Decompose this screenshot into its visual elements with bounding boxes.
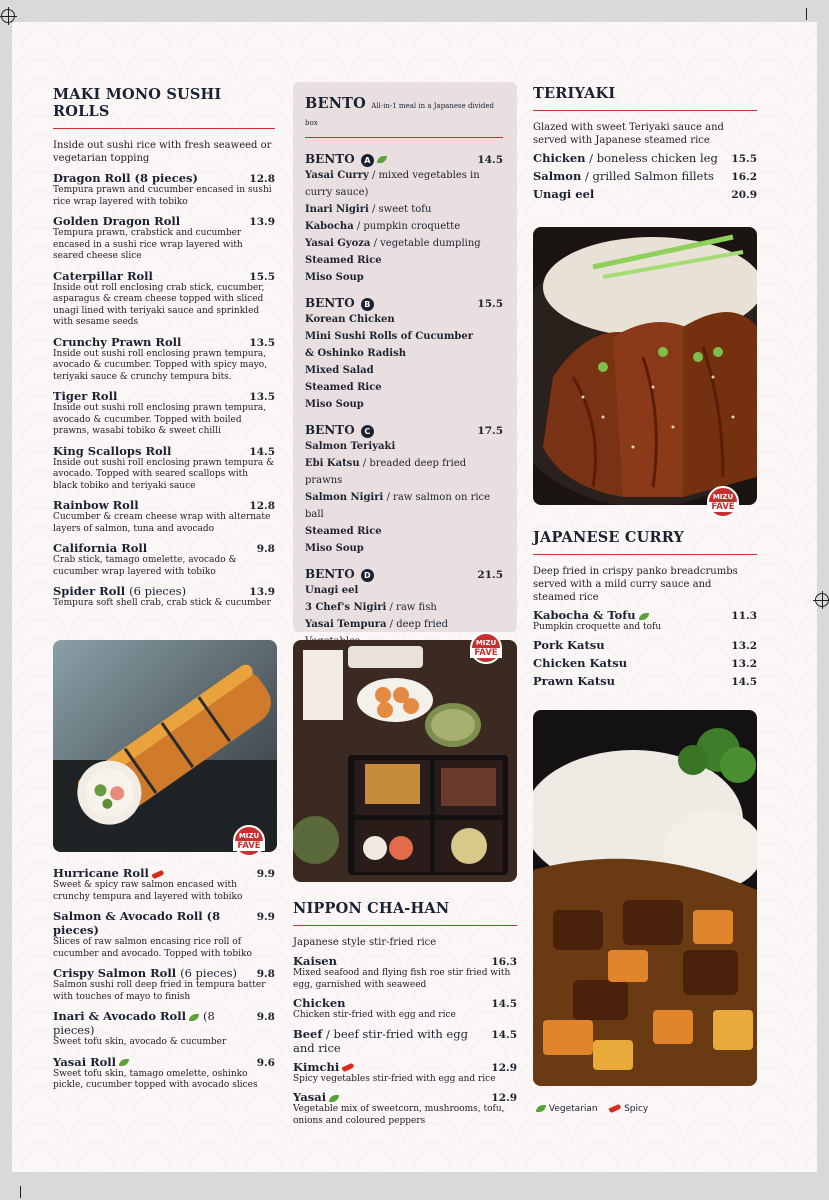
menu-item-description: Sweet & spicy raw salmon encased with crunchy tempura and layered with tobiko: [53, 880, 243, 902]
menu-item-description: Tempura prawn, crabstick and cucumber encased in a sushi rice wrap layered with seared cheese slice: [53, 228, 243, 261]
bento-set-line: Inari Nigiri / sweet tofu: [305, 204, 432, 215]
menu-item-row: [53, 171, 275, 185]
menu-item-name: Unagi eel: [533, 187, 595, 201]
section-title: TERIYAKI: [533, 85, 757, 111]
menu-item-row: [53, 1009, 275, 1037]
menu-item: [53, 866, 275, 903]
menu-item-row: [53, 909, 275, 937]
bento-set-line: Mini Sushi Rolls of Cucumber: [305, 331, 474, 342]
bento-line-note: / pumpkin croquette: [353, 221, 461, 232]
menu-item-price: 9.8: [256, 543, 275, 555]
bento-section: [305, 95, 503, 684]
menu-item-price: 13.9: [249, 216, 275, 228]
menu-item-row: [293, 1060, 517, 1074]
menu-item-portion: (6 pieces): [129, 584, 187, 598]
menu-item-row: [533, 638, 757, 652]
vegetarian-icon: [119, 1059, 129, 1066]
menu-item-price: 16.3: [491, 956, 517, 968]
menu-item: [53, 389, 275, 438]
chahan-section: [293, 900, 517, 1127]
bento-set-name: BENTO C: [305, 423, 374, 438]
crop-mark: [20, 1186, 21, 1198]
crop-mark: [806, 8, 807, 20]
bento-letter-badge: C: [361, 425, 374, 438]
menu-item-row: [533, 187, 757, 201]
menu-item-name: Crunchy Prawn Roll: [53, 334, 182, 349]
menu-item-description: Inside out sushi roll enclosing prawn tempura, avocado & cucumber. Topped with spicy mayo, teriyaki sauce & crunchy tempura bits.: [53, 348, 268, 382]
menu-item-note: / beef stir-fried with egg and rice: [293, 1026, 468, 1055]
maki-list-2: [53, 866, 275, 1092]
menu-item-description: Spicy vegetables stir-fried with egg and rice: [293, 1073, 496, 1084]
menu-item: [53, 541, 275, 578]
menu-item-name: Yasai Roll: [53, 1055, 129, 1069]
maki-list: [53, 171, 275, 610]
menu-item-row: [293, 996, 517, 1010]
menu-item-description: Pumpkin croquette and tofu: [533, 622, 662, 632]
vegetarian-icon: [536, 1105, 546, 1112]
bento-set-line: Yasai Gyoza / vegetable dumpling: [305, 238, 481, 249]
menu-item-price: 11.3: [731, 610, 757, 622]
teriyaki-section: [533, 82, 757, 201]
teriyaki-list: [533, 151, 757, 201]
menu-item-name: California Roll: [53, 541, 148, 555]
registration-mark: [815, 593, 829, 607]
menu-item-name: Caterpillar Roll: [53, 268, 153, 283]
menu-item-row: [53, 1055, 275, 1069]
menu-item: [53, 498, 275, 535]
registration-mark: [1, 9, 15, 23]
section-description: Deep fried in crispy panko breadcrumbs served with a mild curry sauce and steamed rice: [533, 566, 738, 603]
section-description: Inside out sushi rice with fresh seaweed or vegetarian topping: [53, 140, 272, 164]
menu-item-description: Sweet tofu skin, tamago omelette, oshinko pickle, cucumber topped with avocado slices: [53, 1068, 258, 1090]
bento-set-line: Steamed Rice: [305, 526, 382, 537]
menu-item-name: Beef / beef stir-fried with egg and rice: [293, 1026, 468, 1055]
vegetarian-icon: [377, 156, 387, 163]
chili-icon: [342, 1063, 355, 1073]
sushi-roll-photo: [53, 640, 277, 852]
menu-item-name: Dragon Roll (8 pieces): [53, 171, 198, 185]
menu-item-row: [533, 656, 757, 670]
bento-set-line: Kabocha / pumpkin croquette: [305, 221, 461, 232]
menu-item-price: 14.5: [491, 1028, 517, 1041]
bento-set-name: BENTO D: [305, 567, 374, 582]
menu-item-description: Sweet tofu skin, avocado & cucumber: [53, 1037, 227, 1047]
legend-spicy: Spicy: [624, 1104, 649, 1114]
menu-item-description: Mixed seafood and flying fish roe stir fried with egg, garnished with seaweed: [293, 968, 511, 990]
menu-item-price: 14.5: [491, 998, 517, 1010]
menu-item-price: 15.5: [249, 270, 275, 283]
menu-item: [533, 187, 757, 201]
vegetarian-icon: [639, 613, 649, 620]
menu-item-row: [53, 269, 275, 283]
menu-item-price: 15.5: [731, 153, 757, 165]
bento-set-price: 21.5: [477, 568, 503, 581]
bento-letter-badge: B: [361, 298, 374, 311]
menu-item-row: [293, 1027, 517, 1055]
menu-item-price: 12.9: [491, 1092, 517, 1104]
menu-item-row: [53, 444, 275, 458]
menu-item-price: 9.6: [256, 1056, 275, 1069]
bento-line-note: / raw salmon on rice ball: [305, 492, 491, 520]
bento-letter-badge: A: [361, 154, 374, 167]
bento-set-line: Ebi Katsu / breaded deep fried prawns: [305, 458, 467, 486]
bento-set: [305, 296, 503, 413]
bento-line-note: / raw fish: [386, 602, 437, 613]
menu-item-price: 12.8: [249, 500, 275, 512]
menu-item-name: Salmon / grilled Salmon fillets: [533, 169, 714, 183]
bento-letter-badge: D: [361, 569, 374, 582]
bento-set-line: Yasai Curry / mixed vegetables in curry sauce): [305, 170, 480, 198]
menu-item: [53, 1009, 275, 1049]
menu-item-price: 9.8: [256, 968, 275, 980]
bento-set-header: [305, 423, 503, 438]
bento-photo: [293, 640, 517, 882]
menu-item-name: Chicken: [293, 996, 346, 1010]
menu-item-name: Yasai: [293, 1090, 339, 1104]
bento-line-note: / breaded deep fried prawns: [305, 458, 467, 486]
menu-item-description: Crab stick, tamago omelette, avocado & cucumber wrap layered with tobiko: [53, 555, 237, 577]
menu-item-row: [293, 954, 517, 968]
menu-item-row: [293, 1090, 517, 1104]
menu-item-row: [53, 389, 275, 403]
menu-item: [53, 909, 275, 960]
menu-item-name: Prawn Katsu: [533, 673, 616, 688]
menu-item-description: Inside out roll enclosing crab stick, cucumber, asparagus & cream cheese topped with sliced unagi lined with teriyaki sauce and sprinkled with sesame seeds: [53, 282, 265, 327]
menu-item-price: 13.9: [249, 586, 275, 598]
menu-item: [533, 674, 757, 688]
menu-item: [53, 584, 275, 610]
menu-item-description: Chicken stir-fried with egg and rice: [293, 1010, 456, 1020]
bento-set-line: Korean Chicken: [305, 314, 395, 325]
bento-set-line: Miso Soup: [305, 543, 364, 554]
menu-item: [53, 269, 275, 329]
bento-set-price: 14.5: [477, 153, 503, 166]
menu-item-row: [533, 674, 757, 688]
menu-item-price: 14.5: [731, 675, 757, 688]
bento-line-note: / mixed vegetables in curry sauce): [305, 170, 480, 198]
menu-item-row: [533, 608, 757, 622]
menu-item-price: 13.5: [249, 336, 275, 349]
bento-set-name: BENTO B: [305, 296, 374, 311]
bento-set-price: 15.5: [477, 297, 503, 310]
menu-item: [293, 996, 517, 1022]
menu-item-portion: (8 pieces): [53, 1009, 215, 1037]
menu-item-price: 9.9: [256, 911, 275, 923]
menu-item-name: Hurricane Roll: [53, 866, 164, 880]
menu-item-price: 12.8: [249, 173, 275, 185]
menu-item-name: Kimchi: [293, 1060, 354, 1074]
menu-item: [293, 1027, 517, 1055]
menu-item-price: 16.2: [731, 171, 757, 183]
section-title: [305, 95, 503, 138]
bento-set-line: Salmon Teriyaki: [305, 441, 396, 452]
menu-item: [533, 656, 757, 670]
menu-item-description: Cucumber & cream cheese wrap with alternate layers of salmon, tuna and avocado: [53, 512, 271, 534]
chahan-list: [293, 954, 517, 1127]
menu-item-name: Inari & Avocado Roll (8 pieces): [53, 1009, 215, 1037]
menu-item-name: Rainbow Roll: [53, 498, 139, 512]
menu-item-price: 13.2: [731, 657, 757, 670]
bento-set-line: Miso Soup: [305, 399, 364, 410]
vegetarian-icon: [329, 1095, 339, 1102]
menu-item-price: 20.9: [731, 189, 757, 201]
menu-item-description: Tempura prawn and cucumber encased in sushi rice wrap layered with tobiko: [53, 185, 272, 207]
menu-item-price: 13.2: [731, 639, 757, 652]
menu-item-row: [533, 169, 757, 183]
bento-set-line: Salmon Nigiri / raw salmon on rice ball: [305, 492, 491, 520]
bento-set-header: [305, 296, 503, 311]
menu-item-price: 14.5: [249, 445, 275, 458]
curry-photo: [533, 710, 757, 1086]
vegetarian-icon: [189, 1014, 199, 1021]
bento-set-line: & Oshinko Radish: [305, 348, 406, 359]
bento-set-price: 17.5: [477, 424, 503, 437]
menu-item-row: [53, 584, 275, 598]
menu-item-note: / grilled Salmon fillets: [581, 169, 714, 183]
maki-section: [53, 82, 275, 610]
menu-item: [533, 608, 757, 634]
menu-item-name: Spider Roll (6 pieces): [53, 584, 187, 598]
menu-item-name: Chicken Katsu: [533, 655, 628, 670]
bento-set: [305, 423, 503, 557]
menu-item-price: 9.9: [256, 868, 275, 880]
bento-set-name: BENTO A: [305, 152, 387, 167]
bento-list: [305, 152, 503, 684]
bento-set-header: [305, 567, 503, 582]
menu-item-name: Crispy Salmon Roll (6 pieces): [53, 966, 238, 980]
menu-item-description: Salmon sushi roll deep fried in tempura batter with touches of mayo to finish: [53, 980, 266, 1002]
bento-line-note: / vegetable dumpling: [370, 238, 481, 249]
menu-item-description: Vegetable mix of sweetcorn, mushrooms, tofu, onions and coloured peppers: [293, 1104, 505, 1126]
menu-item: [533, 638, 757, 652]
menu-item: [293, 1090, 517, 1127]
bento-set-line: Yasai Tempura / deep fried: [305, 616, 503, 650]
bento-title: BENTO: [305, 95, 366, 112]
bento-set-header: [305, 152, 503, 167]
section-title: NIPPON CHA-HAN: [293, 900, 517, 926]
bento-set-line: Steamed Rice: [305, 382, 382, 393]
curry-list: [533, 608, 757, 688]
chili-icon: [609, 1104, 622, 1114]
mizu-fave-badge: MIZU FAVE: [233, 825, 265, 857]
bento-set-line: Unagi eel: [305, 585, 359, 596]
menu-item: [53, 214, 275, 263]
menu-item: [293, 954, 517, 991]
menu-item-name: Salmon & Avocado Roll (8 pieces): [53, 909, 221, 937]
menu-item-name: King Scallops Roll: [53, 443, 172, 458]
menu-item-price: 13.5: [249, 391, 275, 403]
menu-item-price: 12.9: [491, 1061, 517, 1074]
bento-set-line: Mixed Salad: [305, 365, 374, 376]
maki-list-continued: [53, 860, 275, 1092]
menu-item-description: Tempura soft shell crab, crab stick & cucumber: [53, 598, 271, 608]
menu-item-description: Inside out sushi roll enclosing prawn tempura, avocado & cucumber. Topped with boiled prawns, wasabi tobiko & sweet chilli: [53, 403, 267, 436]
menu-item-name: Kaisen: [293, 954, 337, 968]
menu-item-name: Golden Dragon Roll: [53, 214, 181, 228]
menu-item: [53, 1055, 275, 1092]
bento-set: [305, 152, 503, 286]
bento-line-note: / deep fried: [389, 619, 449, 630]
teriyaki-photo: [533, 227, 757, 505]
section-title: MAKI MONO SUSHI ROLLS: [53, 86, 275, 129]
menu-item-row: [53, 966, 275, 980]
menu-item-name: Kabocha & Tofu: [533, 608, 649, 622]
menu-item-description: Inside out sushi roll enclosing prawn tempura & avocado. Topped with seared scallops with black tobiko and teriyaki sauce: [53, 457, 275, 491]
menu-item-price: 9.8: [256, 1011, 275, 1023]
menu-item-row: [53, 498, 275, 512]
menu-item: [53, 335, 275, 384]
menu-item-portion: (6 pieces): [180, 966, 238, 980]
menu-item-note: / boneless chicken leg: [585, 151, 718, 165]
mizu-fave-badge: MIZU FAVE: [470, 632, 502, 664]
section-description: Glazed with sweet Teriyaki sauce and served with Japanese steamed rice: [533, 122, 724, 146]
menu-item-row: [533, 151, 757, 165]
menu-item-row: [53, 214, 275, 228]
menu-item-row: [53, 866, 275, 880]
menu-item: [293, 1060, 517, 1086]
section-description: Japanese style stir-fried rice: [293, 937, 437, 948]
menu-item: [53, 966, 275, 1003]
bento-subtitle: All-in-1 meal in a Japanese divided box: [305, 102, 494, 127]
menu-item-name: Tiger Roll: [53, 389, 118, 403]
legend-veg: Vegetarian: [548, 1104, 598, 1114]
menu-item: [533, 169, 757, 183]
menu-item-name: Chicken / boneless chicken leg: [533, 151, 718, 165]
legend: [533, 1104, 648, 1114]
curry-section: [533, 529, 757, 688]
bento-line-note: / sweet tofu: [368, 204, 432, 215]
menu-item-name: Pork Katsu: [533, 637, 605, 652]
menu-item-row: [53, 335, 275, 349]
bento-set-line: Steamed Rice: [305, 255, 382, 266]
menu-item-description: Slices of raw salmon encasing rice roll of cucumber and avocado. Topped with tobiko: [53, 937, 252, 959]
bento-set-line: Miso Soup: [305, 272, 364, 283]
bento-set-line: 3 Chef's Nigiri / raw fish: [305, 602, 437, 613]
menu-item-row: [53, 541, 275, 555]
menu-item: [533, 151, 757, 165]
section-title: JAPANESE CURRY: [533, 529, 757, 555]
chili-icon: [151, 869, 164, 879]
mizu-fave-badge: MIZU FAVE: [707, 486, 739, 518]
menu-item: [53, 444, 275, 493]
menu-item: [53, 171, 275, 208]
